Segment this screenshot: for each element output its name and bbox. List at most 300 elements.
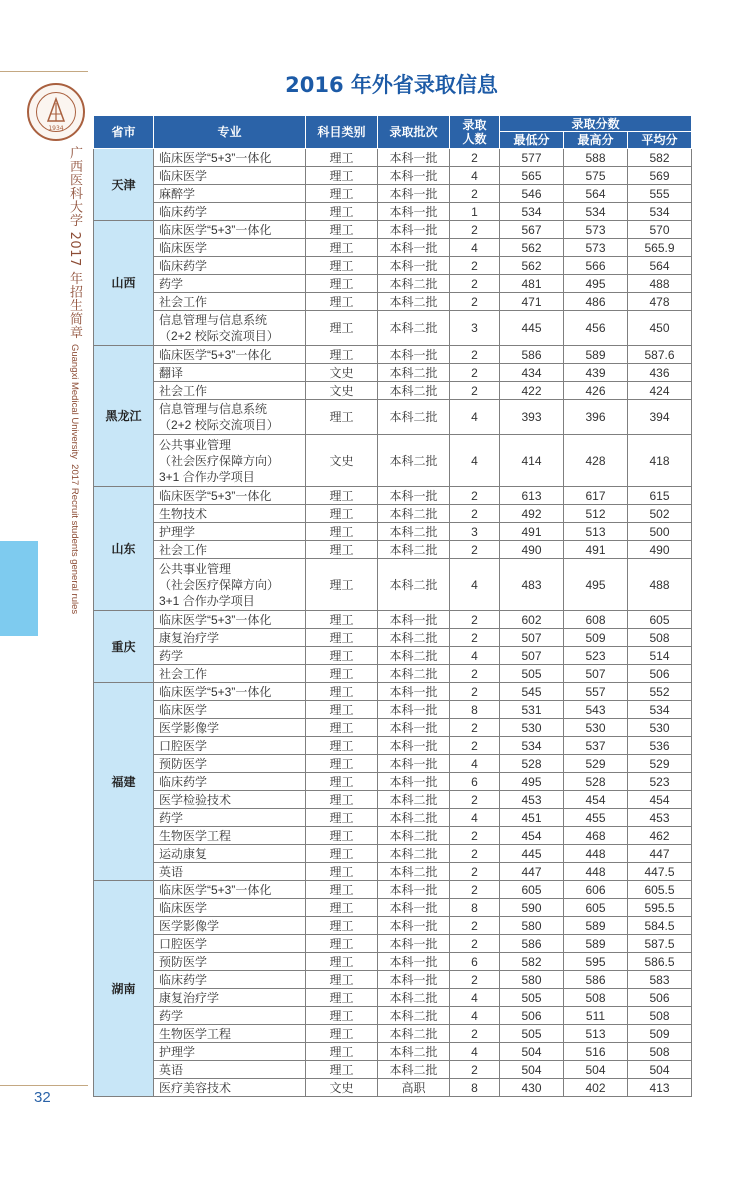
batch-cell: 本科二批: [378, 541, 450, 559]
max-score-cell: 534: [564, 203, 628, 221]
count-cell: 2: [450, 791, 500, 809]
max-score-cell: 402: [564, 1079, 628, 1097]
count-cell: 2: [450, 505, 500, 523]
count-cell: 2: [450, 719, 500, 737]
header-category: 科目类别: [306, 116, 378, 149]
max-score-cell: 507: [564, 665, 628, 683]
count-cell: 2: [450, 737, 500, 755]
min-score-cell: 505: [500, 665, 564, 683]
batch-cell: 本科二批: [378, 435, 450, 487]
province-cell: 重庆: [94, 611, 154, 683]
major-cell: [154, 917, 306, 935]
min-score-cell: 530: [500, 719, 564, 737]
major-line: 临床医学: [159, 168, 208, 183]
major-cell: [154, 559, 306, 611]
category-cell: 理工: [306, 611, 378, 629]
major-line: 临床医学: [159, 702, 208, 717]
batch-cell: 本科二批: [378, 791, 450, 809]
category-cell: 理工: [306, 505, 378, 523]
min-score-cell: 507: [500, 647, 564, 665]
avg-score-cell: 488: [628, 275, 692, 293]
major-line: 预防医学: [159, 756, 208, 771]
major-cell: [154, 239, 306, 257]
header-avg: 平均分: [628, 132, 692, 149]
major-line: 社会工作: [159, 294, 208, 309]
avg-score-cell: 587.5: [628, 935, 692, 953]
batch-cell: 本科一批: [378, 203, 450, 221]
side-title: [42, 146, 84, 614]
count-cell: 3: [450, 311, 500, 346]
avg-score-cell: 508: [628, 629, 692, 647]
batch-cell: 本科一批: [378, 239, 450, 257]
category-cell: 理工: [306, 881, 378, 899]
category-cell: 理工: [306, 487, 378, 505]
table-row: [94, 629, 692, 647]
page-number: 32: [34, 1089, 51, 1106]
major-cell: [154, 701, 306, 719]
table-row: [94, 647, 692, 665]
max-score-cell: 448: [564, 845, 628, 863]
province-cell: 福建: [94, 683, 154, 881]
major-line: 临床医学“5+3”一体化: [159, 150, 272, 165]
max-score-cell: 564: [564, 185, 628, 203]
province-cell: 黑龙江: [94, 346, 154, 487]
major-line: 药学: [159, 648, 184, 663]
avg-score-cell: 462: [628, 827, 692, 845]
table-row: [94, 611, 692, 629]
max-score-cell: 439: [564, 364, 628, 382]
count-cell: 2: [450, 257, 500, 275]
table-row: [94, 311, 692, 346]
count-cell: 8: [450, 899, 500, 917]
count-cell: 4: [450, 167, 500, 185]
major-line: 临床医学“5+3”一体化: [159, 347, 272, 362]
major-cell: [154, 809, 306, 827]
major-line: （2+2 校际交流项目）: [159, 418, 279, 432]
batch-cell: 本科一批: [378, 737, 450, 755]
avg-score-cell: 508: [628, 1007, 692, 1025]
table-body: [94, 149, 692, 1097]
table-row: [94, 917, 692, 935]
major-cell: [154, 257, 306, 275]
min-score-cell: 565: [500, 167, 564, 185]
major-line: （社会医疗保障方向）: [159, 577, 280, 592]
max-score-cell: 513: [564, 1025, 628, 1043]
max-score-cell: 512: [564, 505, 628, 523]
count-cell: 4: [450, 435, 500, 487]
batch-cell: 本科二批: [378, 275, 450, 293]
min-score-cell: 445: [500, 311, 564, 346]
max-score-cell: 586: [564, 971, 628, 989]
avg-score-cell: 418: [628, 435, 692, 487]
batch-cell: 本科一批: [378, 346, 450, 364]
count-cell: 1: [450, 203, 500, 221]
major-line: 公共事业管理: [159, 437, 232, 452]
count-cell: 2: [450, 827, 500, 845]
major-line: 英语: [159, 864, 184, 879]
major-cell: [154, 346, 306, 364]
avg-score-cell: 595.5: [628, 899, 692, 917]
major-cell: [154, 435, 306, 487]
count-cell: 4: [450, 1043, 500, 1061]
category-cell: 理工: [306, 737, 378, 755]
count-cell: 2: [450, 221, 500, 239]
count-cell: 2: [450, 881, 500, 899]
batch-cell: 本科一批: [378, 719, 450, 737]
min-score-cell: 504: [500, 1043, 564, 1061]
category-cell: 理工: [306, 257, 378, 275]
category-cell: 理工: [306, 1061, 378, 1079]
min-score-cell: 545: [500, 683, 564, 701]
category-cell: 文史: [306, 364, 378, 382]
avg-score-cell: 504: [628, 1061, 692, 1079]
major-line: 医疗美容技术: [159, 1080, 232, 1095]
max-score-cell: 537: [564, 737, 628, 755]
batch-cell: 本科二批: [378, 827, 450, 845]
max-score-cell: 595: [564, 953, 628, 971]
min-score-cell: 507: [500, 629, 564, 647]
major-cell: [154, 737, 306, 755]
min-score-cell: 534: [500, 737, 564, 755]
table-row: [94, 203, 692, 221]
min-score-cell: 586: [500, 346, 564, 364]
min-score-cell: 562: [500, 257, 564, 275]
min-score-cell: 580: [500, 971, 564, 989]
max-score-cell: 605: [564, 899, 628, 917]
major-cell: [154, 1007, 306, 1025]
count-cell: 2: [450, 275, 500, 293]
major-cell: [154, 185, 306, 203]
major-line: （2+2 校际交流项目）: [159, 329, 279, 343]
table-row: [94, 346, 692, 364]
major-cell: [154, 791, 306, 809]
avg-score-cell: 552: [628, 683, 692, 701]
batch-cell: 本科二批: [378, 1025, 450, 1043]
table-row: [94, 364, 692, 382]
table-row: [94, 899, 692, 917]
major-line: 口腔医学: [159, 738, 208, 753]
major-line: 临床药学: [159, 204, 208, 219]
avg-score-cell: 488: [628, 559, 692, 611]
major-cell: [154, 1025, 306, 1043]
major-cell: [154, 1043, 306, 1061]
avg-score-cell: 478: [628, 293, 692, 311]
avg-score-cell: 564: [628, 257, 692, 275]
category-cell: 理工: [306, 629, 378, 647]
avg-score-cell: 587.6: [628, 346, 692, 364]
major-cell: [154, 1079, 306, 1097]
major-cell: [154, 221, 306, 239]
category-cell: 理工: [306, 989, 378, 1007]
max-score-cell: 606: [564, 881, 628, 899]
avg-score-cell: 447: [628, 845, 692, 863]
table-row: [94, 1043, 692, 1061]
max-score-cell: 573: [564, 239, 628, 257]
max-score-cell: 513: [564, 523, 628, 541]
major-cell: [154, 611, 306, 629]
count-cell: 2: [450, 683, 500, 701]
max-score-cell: 575: [564, 167, 628, 185]
major-line: 护理学: [159, 1044, 196, 1059]
batch-cell: 本科一批: [378, 221, 450, 239]
major-cell: [154, 311, 306, 346]
count-cell: 2: [450, 917, 500, 935]
avg-score-cell: 506: [628, 665, 692, 683]
batch-cell: 本科二批: [378, 845, 450, 863]
major-cell: [154, 487, 306, 505]
category-cell: 理工: [306, 293, 378, 311]
batch-cell: 本科一批: [378, 149, 450, 167]
avg-score-cell: 523: [628, 773, 692, 791]
table-row: [94, 239, 692, 257]
max-score-cell: 511: [564, 1007, 628, 1025]
avg-score-cell: 450: [628, 311, 692, 346]
major-cell: [154, 382, 306, 400]
min-score-cell: 393: [500, 400, 564, 435]
major-line: 社会工作: [159, 542, 208, 557]
min-score-cell: 567: [500, 221, 564, 239]
avg-score-cell: 582: [628, 149, 692, 167]
major-line: 预防医学: [159, 954, 208, 969]
avg-score-cell: 394: [628, 400, 692, 435]
count-cell: 2: [450, 1061, 500, 1079]
count-cell: 4: [450, 239, 500, 257]
min-score-cell: 602: [500, 611, 564, 629]
major-cell: [154, 953, 306, 971]
max-score-cell: 530: [564, 719, 628, 737]
category-cell: 理工: [306, 221, 378, 239]
batch-cell: 本科一批: [378, 773, 450, 791]
table-row: [94, 275, 692, 293]
category-cell: 理工: [306, 773, 378, 791]
table-row: [94, 935, 692, 953]
count-cell: 4: [450, 1007, 500, 1025]
major-line: （社会医疗保障方向）: [159, 453, 280, 468]
max-score-cell: 588: [564, 149, 628, 167]
table-row: [94, 523, 692, 541]
major-line: 临床医学“5+3”一体化: [159, 488, 272, 503]
major-line: 临床医学“5+3”一体化: [159, 222, 272, 237]
category-cell: 理工: [306, 400, 378, 435]
batch-cell: 本科一批: [378, 701, 450, 719]
province-cell: 天津: [94, 149, 154, 221]
header-min: 最低分: [500, 132, 564, 149]
major-line: 护理学: [159, 524, 196, 539]
avg-score-cell: 413: [628, 1079, 692, 1097]
max-score-cell: 491: [564, 541, 628, 559]
batch-cell: 本科一批: [378, 899, 450, 917]
major-cell: [154, 773, 306, 791]
category-cell: 理工: [306, 809, 378, 827]
major-line: 康复治疗学: [159, 990, 220, 1005]
major-line: 信息管理与信息系统: [159, 402, 268, 416]
category-cell: 理工: [306, 647, 378, 665]
batch-cell: 本科二批: [378, 665, 450, 683]
avg-score-cell: 534: [628, 701, 692, 719]
category-cell: 理工: [306, 275, 378, 293]
category-cell: 理工: [306, 971, 378, 989]
min-score-cell: 613: [500, 487, 564, 505]
avg-score-cell: 586.5: [628, 953, 692, 971]
min-score-cell: 434: [500, 364, 564, 382]
table-row: [94, 505, 692, 523]
header-province: 省市: [94, 116, 154, 149]
count-cell: 6: [450, 773, 500, 791]
major-line: 医学影像学: [159, 918, 220, 933]
top-rule: [0, 71, 88, 72]
category-cell: 理工: [306, 523, 378, 541]
avg-score-cell: 436: [628, 364, 692, 382]
count-cell: 8: [450, 701, 500, 719]
table-row: [94, 149, 692, 167]
min-score-cell: 491: [500, 523, 564, 541]
major-line: 医学影像学: [159, 720, 220, 735]
table-row: [94, 701, 692, 719]
category-cell: 理工: [306, 346, 378, 364]
header-count: [450, 116, 500, 149]
table-row: [94, 953, 692, 971]
avg-score-cell: 615: [628, 487, 692, 505]
batch-cell: 本科二批: [378, 1043, 450, 1061]
max-score-cell: 589: [564, 917, 628, 935]
count-cell: 2: [450, 935, 500, 953]
table-row: [94, 719, 692, 737]
table-row: [94, 1007, 692, 1025]
table-row: [94, 863, 692, 881]
max-score-cell: 495: [564, 559, 628, 611]
major-cell: [154, 364, 306, 382]
batch-cell: 本科一批: [378, 167, 450, 185]
admission-table: [93, 115, 692, 1097]
min-score-cell: 506: [500, 1007, 564, 1025]
table-row: [94, 755, 692, 773]
count-cell: 2: [450, 346, 500, 364]
min-score-cell: 577: [500, 149, 564, 167]
batch-cell: 本科一批: [378, 971, 450, 989]
max-score-cell: 516: [564, 1043, 628, 1061]
major-cell: [154, 400, 306, 435]
batch-cell: 本科二批: [378, 364, 450, 382]
min-score-cell: 414: [500, 435, 564, 487]
batch-cell: 本科一批: [378, 185, 450, 203]
count-cell: 4: [450, 809, 500, 827]
category-cell: 理工: [306, 791, 378, 809]
batch-cell: 本科一批: [378, 755, 450, 773]
major-line: 生物医学工程: [159, 828, 232, 843]
major-cell: [154, 275, 306, 293]
count-cell: 2: [450, 487, 500, 505]
avg-score-cell: 447.5: [628, 863, 692, 881]
avg-score-cell: 502: [628, 505, 692, 523]
batch-cell: 本科二批: [378, 523, 450, 541]
batch-cell: 本科二批: [378, 293, 450, 311]
batch-cell: 本科二批: [378, 311, 450, 346]
table-row: [94, 1079, 692, 1097]
category-cell: 理工: [306, 863, 378, 881]
category-cell: 文史: [306, 435, 378, 487]
major-line: 临床药学: [159, 774, 208, 789]
batch-cell: 本科一批: [378, 881, 450, 899]
max-score-cell: 557: [564, 683, 628, 701]
university-logo: [27, 83, 85, 141]
page-title: 2016 年外省录取信息: [285, 73, 498, 97]
avg-score-cell: 565.9: [628, 239, 692, 257]
major-cell: [154, 149, 306, 167]
table-row: [94, 382, 692, 400]
major-cell: [154, 505, 306, 523]
max-score-cell: 589: [564, 935, 628, 953]
side-title-cn: 广西医科大学 2017 年招生简章: [67, 146, 82, 339]
major-line: 康复治疗学: [159, 630, 220, 645]
major-line: 临床药学: [159, 972, 208, 987]
category-cell: 理工: [306, 953, 378, 971]
major-cell: [154, 971, 306, 989]
major-line: 口腔医学: [159, 936, 208, 951]
major-cell: [154, 899, 306, 917]
table-row: [94, 257, 692, 275]
major-cell: [154, 629, 306, 647]
major-line: 3+1 合作办学项目: [159, 469, 255, 484]
avg-score-cell: 453: [628, 809, 692, 827]
category-cell: 理工: [306, 185, 378, 203]
count-cell: 2: [450, 185, 500, 203]
table-row: [94, 1061, 692, 1079]
avg-score-cell: 530: [628, 719, 692, 737]
header-count-label: 录取人数: [462, 118, 487, 146]
avg-score-cell: 534: [628, 203, 692, 221]
category-cell: 理工: [306, 827, 378, 845]
side-title-en2: 2017 Recruit students general rules: [69, 464, 80, 615]
min-score-cell: 483: [500, 559, 564, 611]
major-line: 生物技术: [159, 506, 208, 521]
avg-score-cell: 454: [628, 791, 692, 809]
max-score-cell: 543: [564, 701, 628, 719]
count-cell: 4: [450, 989, 500, 1007]
major-cell: [154, 523, 306, 541]
table-row: [94, 1025, 692, 1043]
min-score-cell: 546: [500, 185, 564, 203]
category-cell: 理工: [306, 665, 378, 683]
major-cell: [154, 541, 306, 559]
min-score-cell: 422: [500, 382, 564, 400]
min-score-cell: 586: [500, 935, 564, 953]
max-score-cell: 589: [564, 346, 628, 364]
table-row: [94, 809, 692, 827]
avg-score-cell: 529: [628, 755, 692, 773]
category-cell: 理工: [306, 701, 378, 719]
count-cell: 2: [450, 541, 500, 559]
count-cell: 2: [450, 665, 500, 683]
avg-score-cell: 605.5: [628, 881, 692, 899]
category-cell: 理工: [306, 1043, 378, 1061]
category-cell: 理工: [306, 311, 378, 346]
category-cell: 文史: [306, 1079, 378, 1097]
max-score-cell: 573: [564, 221, 628, 239]
avg-score-cell: 514: [628, 647, 692, 665]
count-cell: 3: [450, 523, 500, 541]
major-line: 3+1 合作办学项目: [159, 593, 255, 608]
max-score-cell: 529: [564, 755, 628, 773]
table-row: [94, 791, 692, 809]
major-line: 临床医学“5+3”一体化: [159, 882, 272, 897]
min-score-cell: 454: [500, 827, 564, 845]
category-cell: 理工: [306, 167, 378, 185]
major-line: 临床医学: [159, 240, 208, 255]
header-scores: 录取分数: [500, 116, 692, 132]
avg-score-cell: 583: [628, 971, 692, 989]
province-cell: 山西: [94, 221, 154, 346]
major-cell: [154, 203, 306, 221]
